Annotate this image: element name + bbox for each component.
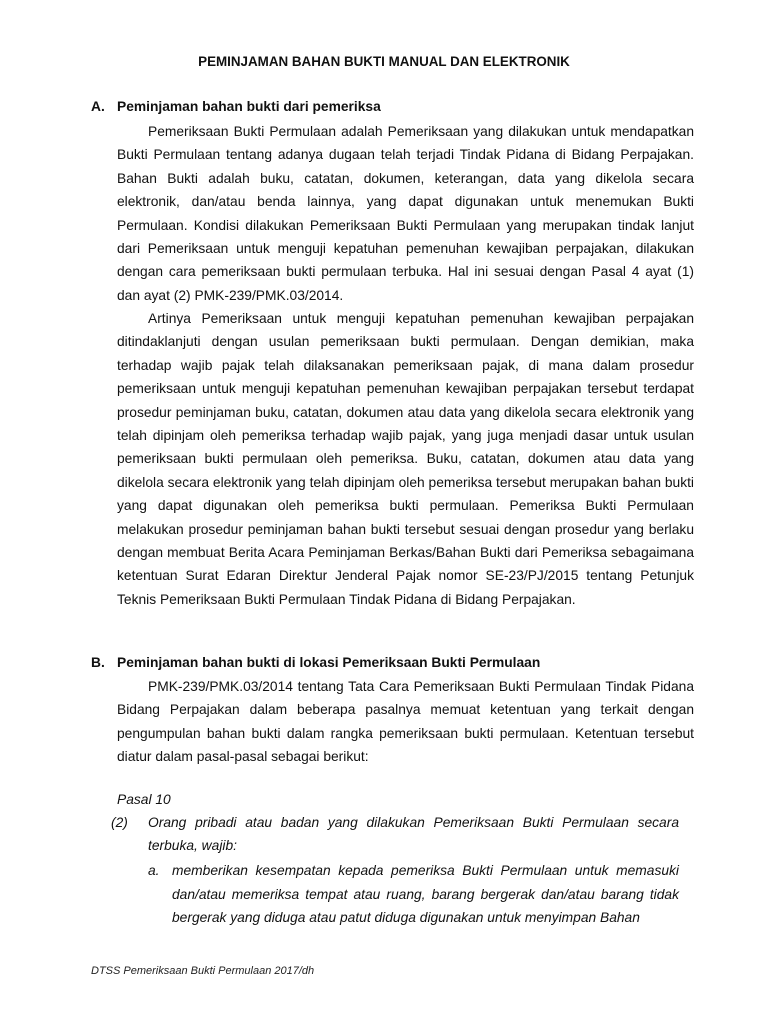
section-a-letter: A. — [91, 99, 105, 114]
page-footer: DTSS Pemeriksaan Bukti Permulaan 2017/dh — [91, 965, 315, 977]
list-item-letter: a. — [148, 863, 160, 878]
ayat-text: Orang pribadi atau badan yang dilakukan Pemeriksaan Bukti Permulaan secara terbuka, wajib: — [148, 815, 679, 853]
list-item-text: memberikan kesempatan kepada pemeriksa Bukti Permulaan untuk memasuki dan/atau memeriksa tempat atau ruang, barang bergerak dan/atau barang tidak bergerak yang diduga atau patut diduga digunakan untuk menyimpan Bahan — [172, 863, 679, 925]
section-a-paragraph-1: Pemeriksaan Bukti Permulaan adalah Pemeriksaan yang dilakukan untuk mendapatkan Bukti Permulaan tentang adanya dugaan telah terjadi Tindak Pidana di Bidang Perpajakan. Bahan Bukti adalah buku, catatan, dokumen, keterangan, data yang dikelola secara elektronik, dan/atau benda lainnya, yang dapat digunakan untuk menemukan Bukti Permulaan. Kondisi dilakukan Pemeriksaan Bukti Permulaan yang merupakan tindak lanjut dari Pemeriksaan untuk menguji kepatuhan pemenuhan kewajiban perpajakan, dilakukan dengan cara pemeriksaan bukti permulaan terbuka. Hal ini sesuai dengan Pasal 4 ayat (1) dan ayat (2) PMK-239/PMK.03/2014. — [117, 124, 694, 303]
section-b-heading-text: Peminjaman bahan bukti di lokasi Pemeriksaan Bukti Permulaan — [117, 655, 541, 670]
section-a-heading — [91, 98, 381, 116]
pasal-title: Pasal 10 — [117, 792, 171, 807]
section-b-heading — [91, 654, 540, 672]
section-a-heading-text: Peminjaman bahan bukti dari pemeriksa — [117, 99, 381, 114]
document-title: PEMINJAMAN BAHAN BUKTI MANUAL DAN ELEKTRONIK — [198, 54, 570, 69]
section-b-letter: B. — [91, 655, 105, 670]
ayat-number: (2) — [111, 815, 128, 830]
section-a-paragraph-2: Artinya Pemeriksaan untuk menguji kepatuhan pemenuhan kewajiban perpajakan ditindaklanjuti dengan usulan pemeriksaan bukti permulaan. Dengan demikian, maka terhadap wajib pajak telah dilaksanakan pemeriksaan pajak, di mana dalam prosedur pemeriksaan untuk menguji kepatuhan pemenuhan kewajiban perpajakan tersebut terdapat prosedur peminjaman buku, catatan, dokumen atau data yang dikelola secara elektronik yang telah dipinjam oleh pemeriksa terhadap wajib pajak, yang juga menjadi dasar untuk usulan pemeriksaan bukti permulaan oleh pemeriksa. Buku, catatan, dokumen atau data yang dikelola secara elektronik yang telah dipinjam oleh pemeriksa tersebut merupakan bahan bukti yang dapat digunakan oleh pemeriksa bukti permulaan. Pemeriksa Bukti Permulaan melakukan prosedur peminjaman bahan bukti tersebut sesuai dengan prosedur yang berlaku dengan membuat Berita Acara Peminjaman Berkas/Bahan Bukti dari Pemeriksa sebagaimana ketentuan Surat Edaran Direktur Jenderal Pajak nomor SE-23/PJ/2015 tentang Petunjuk Teknis Pemeriksaan Bukti Permulaan Tindak Pidana di Bidang Perpajakan. — [117, 311, 694, 607]
section-b-paragraph: PMK-239/PMK.03/2014 tentang Tata Cara Pemeriksaan Bukti Permulaan Tindak Pidana Bidang Perpajakan dalam beberapa pasalnya memuat ketentuan yang terkait dengan pengumpulan bahan bukti dalam rangka pemeriksaan bukti permulaan. Ketentuan tersebut diatur dalam pasal-pasal sebagai berikut: — [117, 679, 694, 765]
